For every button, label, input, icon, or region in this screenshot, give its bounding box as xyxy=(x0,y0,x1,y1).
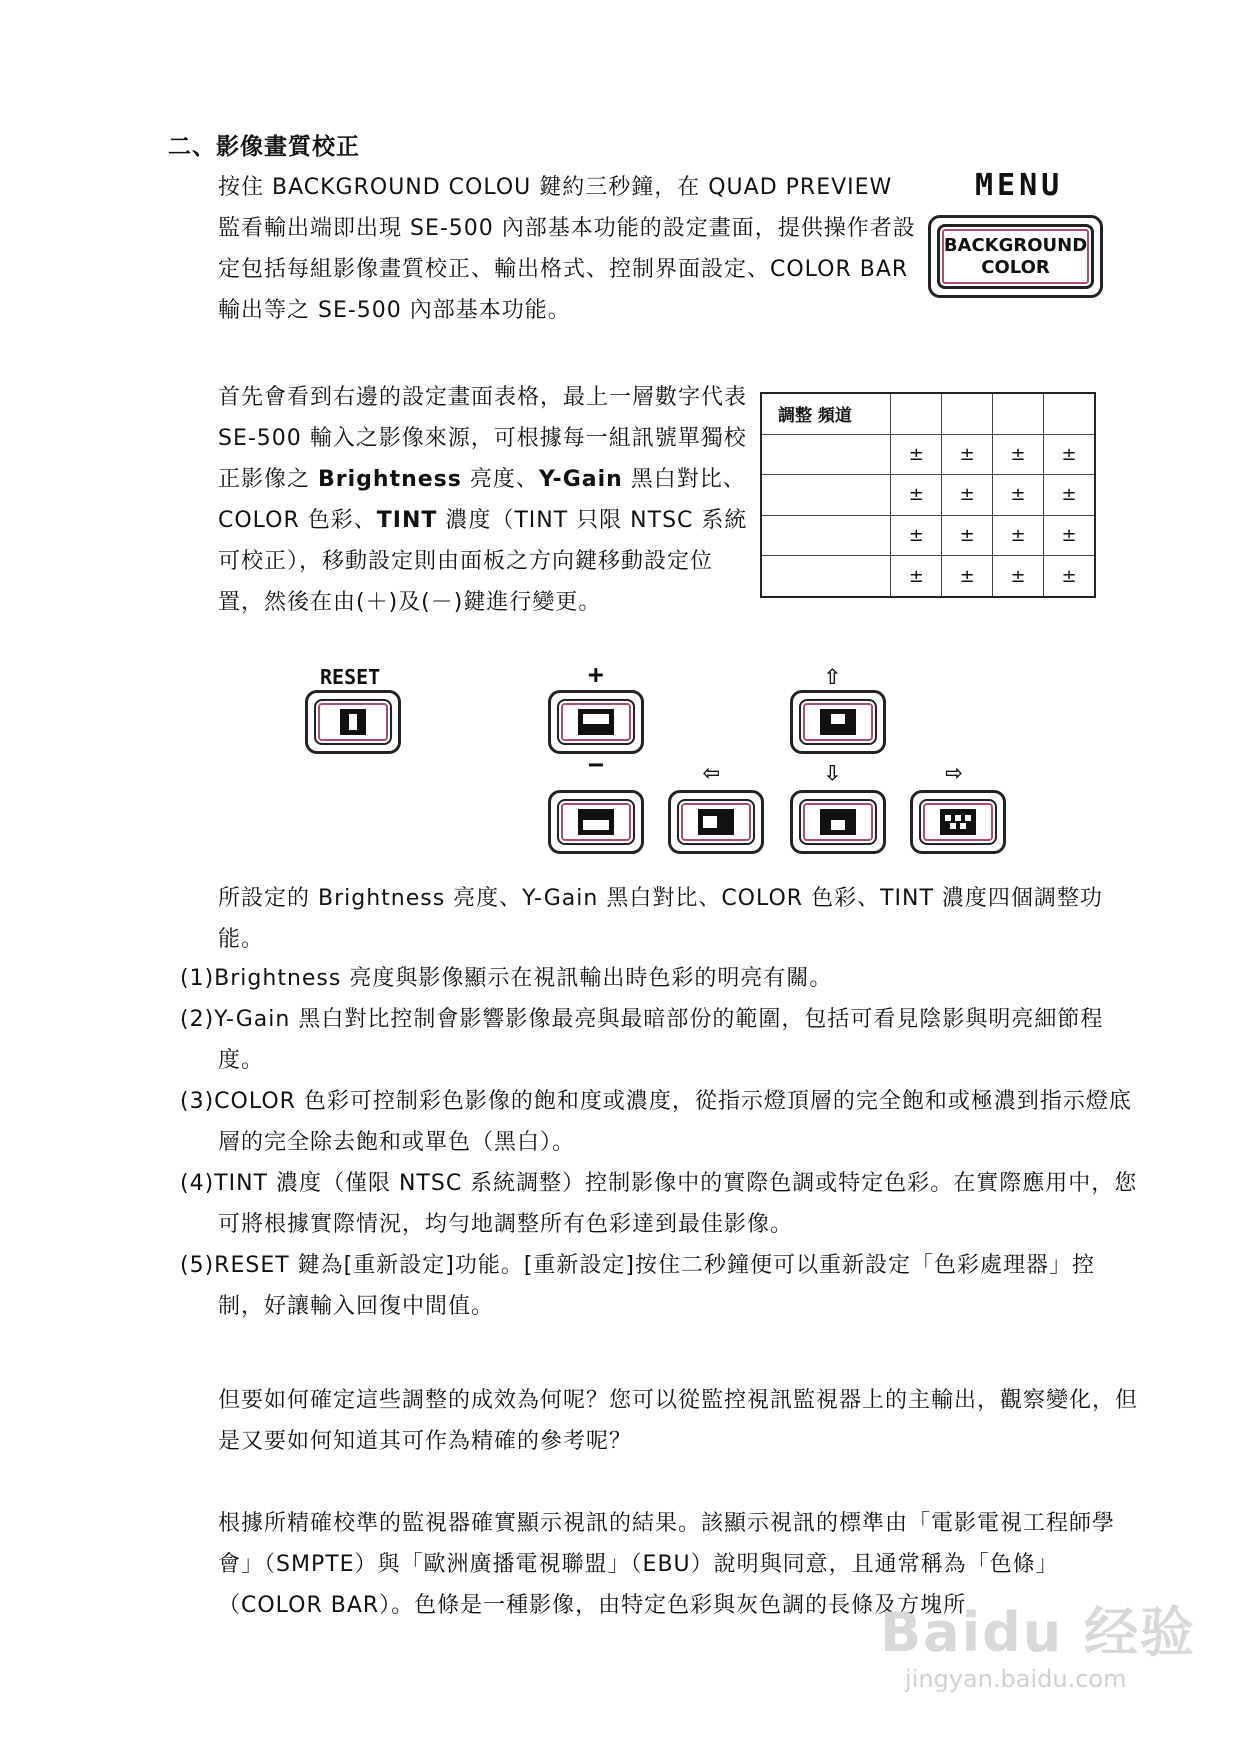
plus-glyph-icon xyxy=(576,707,616,737)
watermark-logo: Baidu 经验 xyxy=(880,1601,1197,1664)
list-item: (5)RESET 鍵為[重新設定]功能。[重新設定]按住二秒鐘便可以重新設定「色彩處理器」控制，好讓輸入回復中間值。 xyxy=(180,1253,1095,1319)
right-glyph-icon xyxy=(938,807,978,837)
table-cell xyxy=(761,515,891,556)
table-cell xyxy=(993,393,1044,434)
table-cell: ± xyxy=(1044,556,1095,597)
down-button[interactable] xyxy=(790,790,886,854)
table-cell: ± xyxy=(891,556,942,597)
question-paragraph: 但要如何確定這些調整的成效為何呢？您可以從監控視訊監視器上的主輸出，觀察變化，但是又要如何知道其可作為精確的參考呢？ xyxy=(218,1388,1139,1454)
ygain-term: Y-Gain xyxy=(538,467,623,492)
table-cell: ± xyxy=(1044,475,1095,516)
list-item: (1)Brightness 亮度與影像顯示在視訊輸出時色彩的明亮有關。 xyxy=(180,966,833,991)
settings-table xyxy=(760,392,1096,598)
section-heading: 二、影像畫質校正 xyxy=(168,134,360,160)
table-cell: ± xyxy=(942,556,993,597)
menu-title: MENU xyxy=(975,168,1064,203)
left-arrow-icon: ⇦ xyxy=(703,755,720,788)
table-cell: ± xyxy=(891,434,942,475)
table-cell xyxy=(761,556,891,597)
reset-label: RESET xyxy=(320,665,381,689)
table-cell: ± xyxy=(942,515,993,556)
table-cell: ± xyxy=(891,475,942,516)
table-cell xyxy=(1044,393,1095,434)
reset-button[interactable] xyxy=(305,690,401,754)
minus-glyph-icon xyxy=(576,807,616,837)
intro-paragraph: 按住 BACKGROUND COLOU 鍵約三秒鐘，在 QUAD PREVIEW 監看輸出端即出現 SE-500 內部基本功能的設定畫面，提供操作者設定包括每組影像畫質校正、輸出格式、控制界面設定、COLOR BAR 輸出等之 SE-500 內部基本功能。 xyxy=(218,175,916,323)
up-arrow-icon: ⇧ xyxy=(824,658,841,691)
down-glyph-icon xyxy=(818,807,858,837)
up-glyph-icon xyxy=(818,707,858,737)
table-cell xyxy=(761,475,891,516)
minus-label: − xyxy=(588,750,604,780)
plus-button[interactable] xyxy=(548,690,644,754)
minus-button[interactable] xyxy=(548,790,644,854)
up-button[interactable] xyxy=(790,690,886,754)
settings-text-a: 首先會看到右邊的設定畫面表格，最上一層數字代表 SE-500 輸入之影像來源，可根據每一組訊號單獨校正影像之 xyxy=(218,385,748,492)
table-cell xyxy=(891,393,942,434)
settings-text-c: 黑白對比、COLOR 色彩、 xyxy=(218,467,746,533)
reset-glyph-icon xyxy=(338,707,368,737)
table-header-cell: 調整 頻道 xyxy=(761,393,891,434)
right-button[interactable] xyxy=(910,790,1006,854)
table-cell: ± xyxy=(993,556,1044,597)
table-cell: ± xyxy=(942,475,993,516)
table-cell xyxy=(942,393,993,434)
table-row xyxy=(761,556,1095,597)
background-color-button[interactable] xyxy=(928,215,1103,298)
list-item: (4)TINT 濃度（僅限 NTSC 系統調整）控制影像中的實際色調或特定色彩。在實際應用中，您可將根據實際情況，均勻地調整所有色彩達到最佳影像。 xyxy=(180,1171,1138,1237)
down-arrow-icon: ⇩ xyxy=(824,755,841,788)
button-label-line1: BACKGROUND xyxy=(943,234,1088,256)
tint-term: TINT xyxy=(376,508,438,533)
table-cell: ± xyxy=(993,475,1044,516)
table-cell: ± xyxy=(942,434,993,475)
watermark-url: jingyan.baidu.com xyxy=(905,1665,1127,1693)
function-list xyxy=(180,958,1140,1327)
table-row xyxy=(761,515,1095,556)
plus-label: + xyxy=(588,660,604,690)
brightness-term: Brightness xyxy=(318,467,462,492)
left-button[interactable] xyxy=(668,790,764,854)
table-cell: ± xyxy=(1044,515,1095,556)
table-cell: ± xyxy=(993,434,1044,475)
background-color-button-face xyxy=(937,224,1094,289)
closing-paragraph: 根據所精確校準的監視器確實顯示視訊的結果。該顯示視訊的標準由「電影電視工程師學會」（SMPTE）與「歐洲廣播電視聯盟」（EBU）說明與同意，且通常稱為「色條」（COLOR BAR）。色條是一種影像，由特定色彩與灰色調的長條及方塊所 xyxy=(218,1511,1116,1618)
settings-paragraph xyxy=(218,377,758,623)
table-cell: ± xyxy=(993,515,1044,556)
button-label-line2: COLOR xyxy=(981,256,1050,278)
settings-text-b: 亮度、 xyxy=(461,467,539,492)
settings-text-d: 濃度（TINT 只限 NTSC 系統可校正），移動設定則由面板之方向鍵移動設定位置，然後在由(＋)及(－)鍵進行變更。 xyxy=(218,508,748,615)
table-cell: ± xyxy=(891,515,942,556)
right-arrow-icon: ⇨ xyxy=(945,755,962,788)
summary-paragraph: 所設定的 Brightness 亮度、Y-Gain 黑白對比、COLOR 色彩、TINT 濃度四個調整功能。 xyxy=(218,886,1103,952)
list-item: (2)Y-Gain 黑白對比控制會影響影像最亮與最暗部份的範圍，包括可看見陰影與明亮細節程度。 xyxy=(180,1007,1104,1073)
table-cell xyxy=(761,434,891,475)
table-row xyxy=(761,475,1095,516)
left-glyph-icon xyxy=(696,807,736,837)
table-header-row xyxy=(761,393,1095,434)
table-row xyxy=(761,434,1095,475)
table-cell: ± xyxy=(1044,434,1095,475)
list-item: (3)COLOR 色彩可控制彩色影像的飽和度或濃度，從指示燈頂層的完全飽和或極濃到指示燈底層的完全除去飽和或單色（黑白）。 xyxy=(180,1089,1132,1155)
